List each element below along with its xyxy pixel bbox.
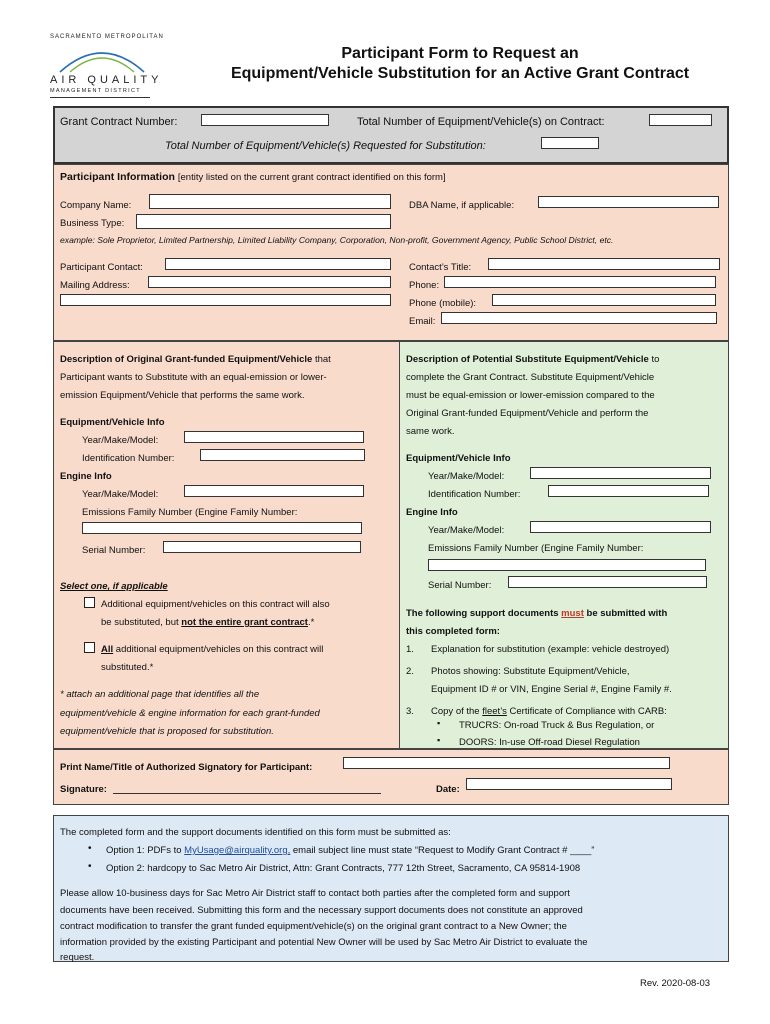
company-name-label: Company Name: bbox=[60, 200, 132, 211]
logo-underline bbox=[50, 97, 150, 98]
substitute-desc-line4: Original Grant-funded Equipment/Vehicle and perform the bbox=[406, 408, 649, 419]
original-engine-year-make-model-input[interactable] bbox=[184, 485, 364, 497]
substitute-engine-year-make-model-input[interactable] bbox=[530, 521, 711, 533]
business-type-example: example: Sole Proprietor, Limited Partnership, Limited Liability Company, Corporation, Non-profit, Government Agency, Public School District, etc. bbox=[60, 235, 614, 245]
total-requested-input[interactable] bbox=[541, 137, 599, 149]
doc3-bullet2: DOORS: In-use Off-road Diesel Regulation bbox=[459, 737, 640, 748]
logo-arc-icon bbox=[52, 40, 152, 76]
total-requested-label: Total Number of Equipment/Vehicle(s) Requested for Substitution: bbox=[165, 140, 486, 152]
support-docs-heading-line2: this completed form: bbox=[406, 626, 500, 637]
business-type-input[interactable] bbox=[136, 214, 391, 229]
option-all-checkbox[interactable] bbox=[84, 642, 95, 653]
original-id-number-label: Identification Number: bbox=[82, 453, 175, 464]
option-partial-line1: Additional equipment/vehicles on this contract will also bbox=[101, 599, 330, 610]
date-label: Date: bbox=[436, 784, 460, 795]
doc1-number: 1. bbox=[406, 644, 414, 655]
option-partial-line2: be substituted, but not the entire grant contract.* bbox=[101, 617, 315, 628]
substitute-serial-number-input[interactable] bbox=[508, 576, 707, 588]
submission-option1: Option 1: PDFs to MyUsage@airquality.org, email subject line must state “Request to Modify Grant Contract # ____” bbox=[106, 845, 595, 856]
select-one-heading: Select one, if applicable bbox=[60, 581, 168, 592]
original-serial-number-label: Serial Number: bbox=[82, 545, 146, 556]
dba-name-label: DBA Name, if applicable: bbox=[409, 200, 515, 211]
participant-heading: Participant Information [entity listed on the current grant contract identified on this form] bbox=[60, 171, 446, 183]
print-name-input[interactable] bbox=[343, 757, 670, 769]
mailing-address-label: Mailing Address: bbox=[60, 280, 130, 291]
substitute-emissions-family-label: Emissions Family Number (Engine Family Number: bbox=[428, 543, 644, 554]
original-equip-info-heading: Equipment/Vehicle Info bbox=[60, 417, 165, 428]
mailing-address-input-1[interactable] bbox=[148, 276, 391, 288]
grant-contract-number-input[interactable] bbox=[201, 114, 329, 126]
submission-option2: Option 2: hardcopy to Sac Metro Air District, Attn: Grant Contracts, 777 12th Street, Sacramento, CA 95814-1908 bbox=[106, 863, 581, 874]
contact-title-label: Contact’s Title: bbox=[409, 262, 472, 273]
substitute-id-number-label: Identification Number: bbox=[428, 489, 521, 500]
substitute-engine-year-make-model-label: Year/Make/Model: bbox=[428, 525, 505, 536]
total-on-contract-input[interactable] bbox=[649, 114, 712, 126]
original-year-make-model-engine-label: Year/Make/Model: bbox=[82, 489, 159, 500]
original-desc-line3: emission Equipment/Vehicle that performs the same work. bbox=[60, 390, 305, 401]
original-id-number-input[interactable] bbox=[200, 449, 365, 461]
participant-contact-label: Participant Contact: bbox=[60, 262, 143, 273]
contract-header-box bbox=[53, 106, 729, 164]
original-desc-line2: Participant wants to Substitute with an equal-emission or lower- bbox=[60, 372, 327, 383]
phone-mobile-input[interactable] bbox=[492, 294, 716, 306]
email-link[interactable]: MyUsage@airquality.org, bbox=[184, 845, 291, 856]
grant-contract-number-label: Grant Contract Number: bbox=[60, 116, 178, 128]
original-heading: Description of Original Grant-funded Equipment/Vehicle that bbox=[60, 354, 331, 365]
print-name-label: Print Name/Title of Authorized Signatory for Participant: bbox=[60, 762, 313, 773]
substitute-equip-info-heading: Equipment/Vehicle Info bbox=[406, 453, 511, 464]
phone-input[interactable] bbox=[444, 276, 716, 288]
original-year-make-model-label: Year/Make/Model: bbox=[82, 435, 159, 446]
substitute-heading: Description of Potential Substitute Equipment/Vehicle to bbox=[406, 354, 660, 365]
bullet-icon: ▪ bbox=[437, 735, 441, 745]
phone-label: Phone: bbox=[409, 280, 440, 291]
doc3-text: Copy of the fleet’s Certificate of Compliance with CARB: bbox=[431, 706, 667, 717]
signature-label: Signature: bbox=[60, 784, 107, 795]
substitute-desc-line3: must be equal-emission or lower-emission compared to the bbox=[406, 390, 655, 401]
mailing-address-input-2[interactable] bbox=[60, 294, 391, 306]
participant-contact-input[interactable] bbox=[165, 258, 391, 270]
original-emissions-family-input[interactable] bbox=[82, 522, 362, 534]
dba-name-input[interactable] bbox=[538, 196, 719, 208]
date-input[interactable] bbox=[466, 778, 672, 790]
total-on-contract-label: Total Number of Equipment/Vehicle(s) on Contract: bbox=[357, 116, 605, 128]
attach-note-line3: equipment/vehicle that is proposed for substitution. bbox=[60, 726, 274, 737]
original-serial-number-input[interactable] bbox=[163, 541, 361, 553]
logo-sub-text: MANAGEMENT DISTRICT bbox=[50, 88, 141, 94]
doc3-number: 3. bbox=[406, 706, 414, 717]
doc3-bullet1: TRUCRS: On-road Truck & Bus Regulation, or bbox=[459, 720, 655, 731]
option-all-line2: substituted.* bbox=[101, 662, 154, 673]
substitute-engine-info-heading: Engine Info bbox=[406, 507, 458, 518]
business-type-label: Business Type: bbox=[60, 218, 125, 229]
email-input[interactable] bbox=[441, 312, 717, 324]
substitute-id-number-input[interactable] bbox=[548, 485, 709, 497]
submission-para-line2: documents have been received. Submitting this form and the necessary support documents does not constitute an approved bbox=[60, 905, 583, 916]
original-emissions-family-label: Emissions Family Number (Engine Family Number: bbox=[82, 507, 298, 518]
doc2-text-a: Photos showing: Substitute Equipment/Vehicle, bbox=[431, 666, 630, 677]
substitute-serial-number-label: Serial Number: bbox=[428, 580, 492, 591]
doc2-number: 2. bbox=[406, 666, 414, 677]
submission-para-line5: request. bbox=[60, 952, 95, 963]
doc1-text: Explanation for substitution (example: vehicle destroyed) bbox=[431, 644, 670, 655]
phone-mobile-label: Phone (mobile): bbox=[409, 298, 477, 309]
substitute-year-make-model-label: Year/Make/Model: bbox=[428, 471, 505, 482]
submission-para-line4: information provided by the existing Participant and potential New Owner will be used by Sac Metro Air District to evaluate the bbox=[60, 937, 588, 948]
option-partial-checkbox[interactable] bbox=[84, 597, 95, 608]
company-name-input[interactable] bbox=[149, 194, 391, 209]
signature-line[interactable] bbox=[113, 782, 381, 794]
submission-para-line1: Please allow 10-business days for Sac Metro Air District staff to contact both parties after the completed form and support bbox=[60, 888, 570, 899]
attach-note-line2: equipment/vehicle & engine information for each grant-funded bbox=[60, 708, 320, 719]
substitute-desc-line2: complete the Grant Contract. Substitute Equipment/Vehicle bbox=[406, 372, 655, 383]
contact-title-input[interactable] bbox=[488, 258, 720, 270]
bullet-icon: ▪ bbox=[437, 718, 441, 728]
bullet-icon: • bbox=[88, 861, 92, 872]
submission-para-line3: contract modification to transfer the grant funded equipment/vehicle(s) on the original grant contract to a New Owner; the bbox=[60, 921, 567, 932]
email-label: Email: bbox=[409, 316, 436, 327]
original-engine-info-heading: Engine Info bbox=[60, 471, 112, 482]
logo-main-text: AIR QUALITY bbox=[50, 74, 163, 86]
revision-label: Rev. 2020-08-03 bbox=[640, 978, 711, 989]
doc2-text-b: Equipment ID # or VIN, Engine Serial #, Engine Family #. bbox=[431, 684, 672, 695]
original-year-make-model-input[interactable] bbox=[184, 431, 364, 443]
page-title: Participant Form to Request an Equipment/Vehicle Substitution for an Active Grant Contract bbox=[230, 45, 690, 82]
substitute-year-make-model-input[interactable] bbox=[530, 467, 711, 479]
submission-intro: The completed form and the support documents identified on this form must be submitted as: bbox=[60, 827, 451, 838]
attach-note-line1: * attach an additional page that identifies all the bbox=[60, 689, 260, 700]
logo-top-text: SACRAMENTO METROPOLITAN bbox=[50, 34, 164, 40]
bullet-icon: • bbox=[88, 843, 92, 854]
substitute-desc-line5: same work. bbox=[406, 426, 455, 437]
support-docs-heading: The following support documents must be submitted with bbox=[406, 608, 668, 619]
substitute-emissions-family-input[interactable] bbox=[428, 559, 706, 571]
option-all-line1: All additional equipment/vehicles on this contract will bbox=[101, 644, 324, 655]
